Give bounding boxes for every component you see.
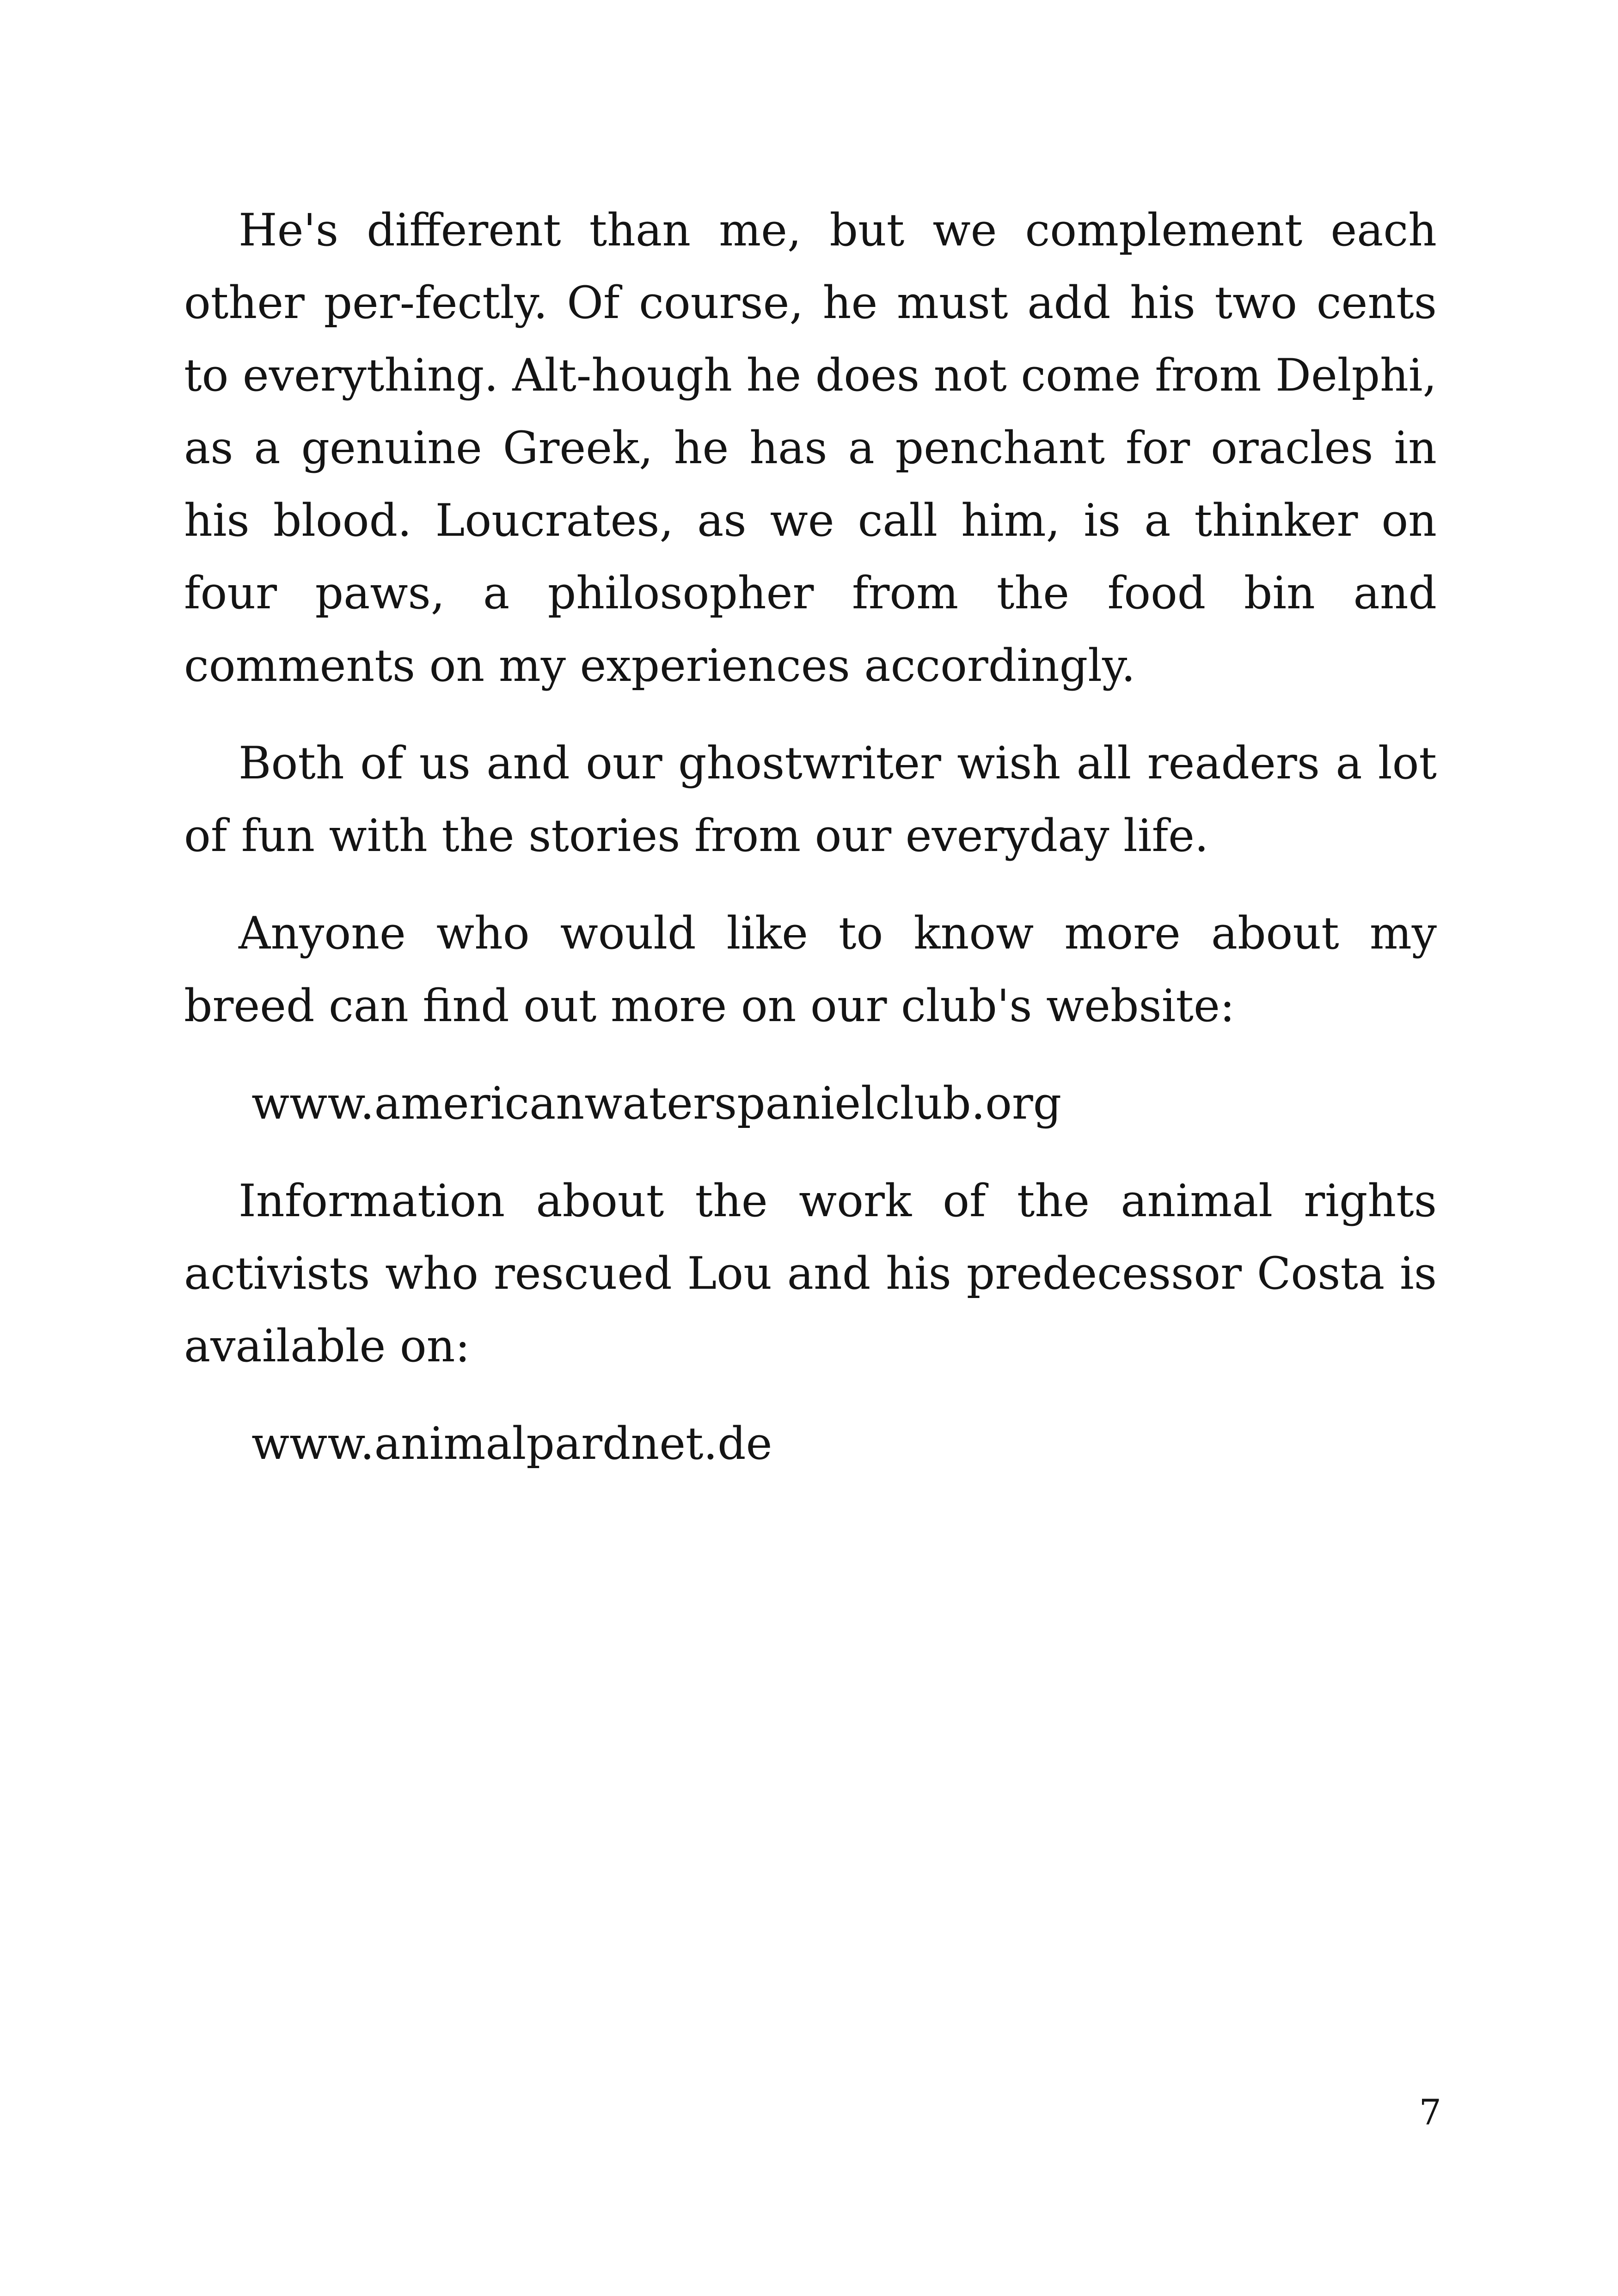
rescue-website-url: www.animalpardnet.de	[251, 1418, 772, 1469]
page-body	[184, 194, 1437, 1505]
club-website-url: www.americanwaterspanielclub.org	[251, 1078, 1062, 1129]
paragraph-wishes: Both of us and our ghostwriter wish all readers a lot of fun with the stories from our everyday life.	[184, 737, 1437, 862]
paragraph-rescue-info: Information about the work of the animal rights activists who rescued Lou and his predecessor Costa is available on:	[184, 1175, 1437, 1372]
page-number: 7	[1419, 2092, 1441, 2133]
paragraph-breed-info: Anyone who would like to know more about my breed can find out more on our club's website:	[184, 907, 1437, 1032]
paragraph-loucrates: He's different than me, but we complement each other per-fectly. Of course, he must add his two cents to everything. Alt-hough he does not come from Delphi, as a genuine Greek, he has a penchant for oracles in his blood. Loucrates, as we call him, is a thinker on four paws, a philosopher from the food bin and comments on my experiences accordingly.	[184, 204, 1437, 692]
